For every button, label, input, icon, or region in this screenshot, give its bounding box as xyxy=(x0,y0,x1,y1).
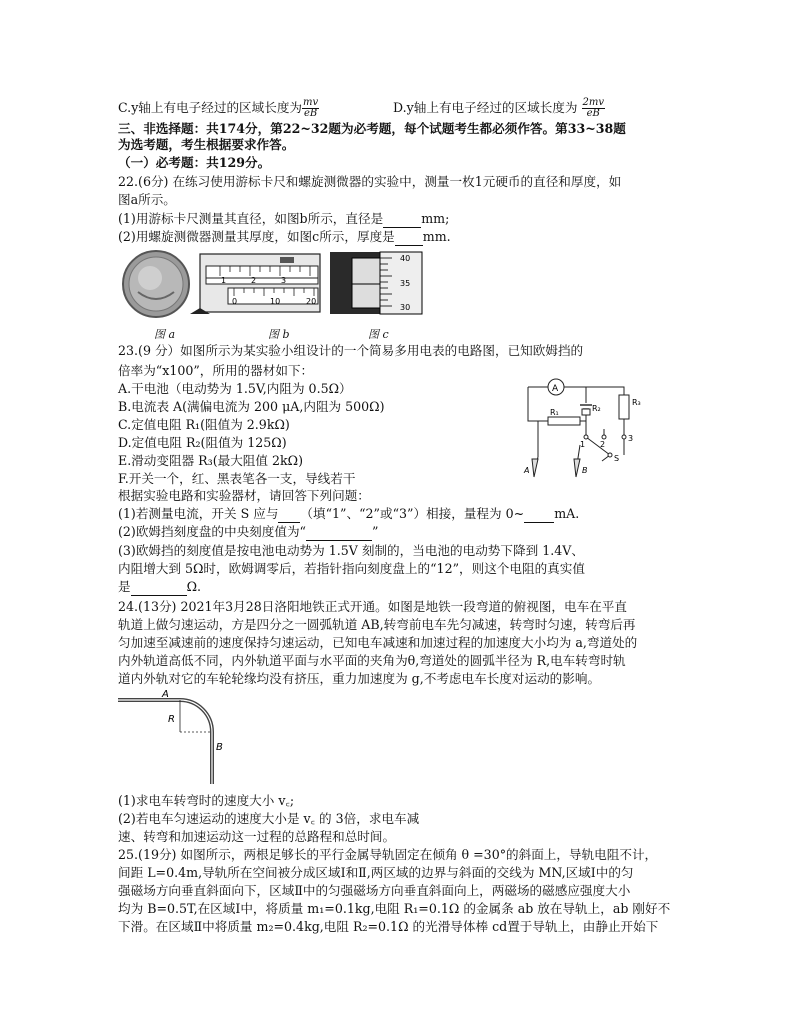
q23-item-d: D.定值电阻 R₂(阻值为 125Ω) xyxy=(118,435,287,450)
section-heading-line2: 为选考题，考生根据要求作答。 xyxy=(118,137,295,152)
q23-item-c: C.定值电阻 R₁(阻值为 2.9kΩ) xyxy=(118,417,290,432)
micrometer-image xyxy=(330,252,422,314)
q23-part2: (2)欧姆挡刻度盘的中央刻度值为“ ” xyxy=(118,524,379,539)
q25-line1: 25.(19分) 如图所示，两根足够长的平行金属导轨固定在倾角 θ =30°的斜面上，导轨电阻不计， xyxy=(118,847,658,862)
option-c xyxy=(118,98,319,119)
q23-item-e: E.滑动变阻器 R₃(最大阻值 2kΩ) xyxy=(118,453,303,468)
q22-figures xyxy=(120,248,430,320)
q23-item-a: A.干电池（电动势为 1.5V,内阻为 0.5Ω） xyxy=(118,381,352,396)
vernier-caliper-image xyxy=(190,254,320,314)
curved-track-diagram xyxy=(118,688,238,788)
figure-b-caption: 图 b xyxy=(268,328,290,341)
r3-label: R₃ xyxy=(632,398,641,407)
q25-line5: 下滑。在区域Ⅱ中将质量 m₂=0.4kg,电阻 R₂=0.1Ω 的光滑导体棒 cd置于导轨上，由静止开始下 xyxy=(118,919,659,934)
option-c-fraction: $\frac{mv}{eB}$ xyxy=(303,97,319,119)
q24-part2-line2: 速、转弯和加速运动这一过程的总路程和总时间。 xyxy=(118,829,396,844)
micrometer-tick: 35 xyxy=(400,279,411,288)
probe-b-label: B xyxy=(582,466,588,475)
q25-line3: 强磁场方向垂直斜面向下，区域Ⅱ中的匀强磁场方向垂直斜面向上，两磁场的磁感应强度大小 xyxy=(118,883,631,898)
option-c-text: C.y轴上有电子经过的区域长度为 xyxy=(118,100,303,115)
q23-part3-line2: 内阻增大到 5Ω时，欧姆调零后，若指针指向刻度盘上的“12”，则这个电阻的真实值 xyxy=(118,561,585,576)
answer-blank[interactable] xyxy=(524,506,554,523)
switch-pos1: 1 xyxy=(580,440,586,449)
coin-image xyxy=(123,251,189,317)
micrometer-tick: 40 xyxy=(400,254,411,263)
vernier-main-tick: 2 xyxy=(251,276,257,285)
multimeter-circuit-diagram xyxy=(520,375,650,483)
q22-line2: 图a所示。 xyxy=(118,192,176,207)
answer-blank[interactable] xyxy=(395,229,423,246)
radius-label: R xyxy=(168,714,175,725)
q24-part1: (1)求电车转弯时的速度大小 v꜀; xyxy=(118,793,295,808)
q23-item-b: B.电流表 A(满偏电流为 200 μA,内阻为 500Ω) xyxy=(118,399,385,414)
figure-c-caption: 图 c xyxy=(368,328,389,341)
q22-line1: 22.(6分) 在练习使用游标卡尺和螺旋测微器的实验中，测量一枚1元硬币的直径和厚度，如 xyxy=(118,174,622,189)
answer-blank[interactable] xyxy=(383,211,421,228)
q24-line5: 道内外轨对它的车轮轮缘均没有挤压，重力加速度为 g,不考虑电车长度对运动的影响。 xyxy=(118,671,601,686)
vernier-sub-tick: 20 xyxy=(306,297,317,306)
q22-part2: (2)用螺旋测微器测量其厚度，如图c所示，厚度是 mm. xyxy=(118,229,451,244)
option-d xyxy=(393,98,605,119)
switch-pos2: 2 xyxy=(600,440,606,449)
q23-part3-line1: (3)欧姆挡的刻度值是按电池电动势为 1.5V 刻制的，当电池的电动势下降到 1.4V、 xyxy=(118,543,584,558)
q23-intro: 根据实验电路和实验器材，请回答下列问题： xyxy=(118,488,370,503)
q23-line1: 23.(9 分）如图所示为某实验小组设计的一个简易多用电表的电路图，已知欧姆挡的 xyxy=(118,343,584,358)
q22-part1: (1)用游标卡尺测量其直径，如图b所示，直径是 mm; xyxy=(118,211,450,226)
q23-line2: 倍率为“x100”，所用的器材如下： xyxy=(118,363,314,378)
figure-a-caption: 图 a xyxy=(154,328,176,341)
q23-part3-line3: 是 Ω. xyxy=(118,579,202,594)
section-heading-line1: 三、非选择题：共174分，第22~32题为必考题，每个试题考生都必须作答。第33~38题 xyxy=(118,121,626,136)
ammeter-label: A xyxy=(552,384,559,394)
q25-line2: 间距 L=0.4m,导轨所在空间被分成区域Ⅰ和Ⅱ,两区域的边界与斜面的交线为 MN,区域Ⅰ中的匀 xyxy=(118,865,634,880)
q23-item-f: F.开关一个，红、黑表笔各一支，导线若干 xyxy=(118,471,356,486)
vernier-main-tick: 3 xyxy=(281,276,287,285)
r2-label: R₂ xyxy=(592,404,601,413)
answer-blank[interactable] xyxy=(278,506,300,523)
r1-label: R₁ xyxy=(550,408,559,417)
q25-line4: 均为 B=0.5T,在区域Ⅰ中，将质量 m₁=0.1kg,电阻 R₁=0.1Ω 的金属条 ab 放在导轨上，ab 刚好不 xyxy=(118,901,671,916)
required-heading: （一）必考题：共129分。 xyxy=(118,155,271,170)
probe-a-label: A xyxy=(524,466,530,475)
answer-blank[interactable] xyxy=(131,579,187,596)
point-a-label: A xyxy=(162,689,169,700)
q23-part1: (1)若测量电流，开关 S 应与 （填“1”、“2”或“3”）相接，量程为 0~ mA. xyxy=(118,506,580,521)
answer-blank[interactable] xyxy=(306,524,372,541)
q24-line1: 24.(13分) 2021年3月28日洛阳地铁正式开通。如图是地铁一段弯道的俯视图，电车在平直 xyxy=(118,599,627,614)
micrometer-tick: 30 xyxy=(400,303,411,312)
vernier-main-tick: 1 xyxy=(221,276,227,285)
q24-line4: 内外轨道高低不同，内外轨道平面与水平面的夹角为θ,弯道处的圆弧半径为 R,电车转弯时轨 xyxy=(118,653,626,668)
q24-part2-line1: (2)若电车匀速运动的速度大小是 v꜀ 的 3倍，求电车减 xyxy=(118,811,420,826)
q24-line3: 匀加速至减速前的速度保持匀速运动，已知电车减速和加速过程的加速度大小均为 a,弯道处的 xyxy=(118,635,638,650)
switch-label: S xyxy=(614,454,620,463)
option-d-fraction: $\frac{2mv}{eB}$ xyxy=(582,97,605,119)
vernier-sub-tick: 0 xyxy=(232,297,238,306)
point-b-label: B xyxy=(216,742,223,753)
option-d-text: D.y轴上有电子经过的区域长度为 xyxy=(393,100,578,115)
switch-pos3: 3 xyxy=(628,434,634,443)
vernier-sub-tick: 10 xyxy=(270,297,281,306)
q24-line2: 轨道上做匀速运动，方是四分之一圆弧轨道 AB,转弯前电车先匀减速，转弯时匀速，转弯后再 xyxy=(118,617,636,632)
